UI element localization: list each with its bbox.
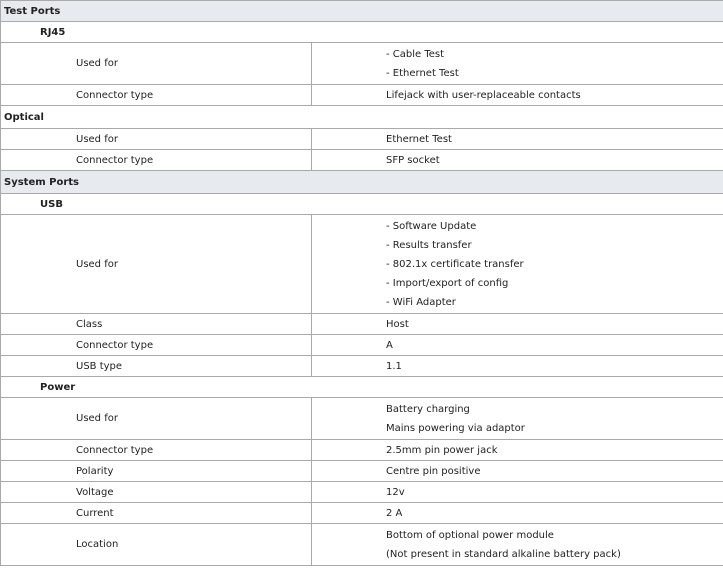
table-row — [1, 524, 723, 566]
section-system-ports — [1, 171, 723, 194]
row-value — [312, 524, 723, 566]
section-test-ports — [1, 1, 723, 22]
list-item: - Results transfer — [386, 239, 472, 251]
row-label: Used for — [1, 43, 312, 85]
row-value — [312, 398, 723, 440]
row-label: USB type — [1, 356, 312, 377]
row-label: Current — [1, 503, 312, 524]
list-item: (Not present in standard alkaline battery pack) — [386, 548, 621, 560]
list-item: Mains powering via adaptor — [386, 422, 525, 434]
list-item: - Ethernet Test — [386, 67, 459, 79]
list-item: - Import/export of config — [386, 277, 509, 289]
subsection-title: Power — [1, 377, 723, 398]
table-row — [1, 461, 723, 482]
subsection-title: RJ45 — [1, 22, 723, 43]
row-value: SFP socket — [312, 150, 723, 171]
row-label: Used for — [1, 398, 312, 440]
list-item: Bottom of optional power module — [386, 529, 554, 541]
row-value: 2 A — [312, 503, 723, 524]
table-row — [1, 314, 723, 335]
subsection-title: USB — [1, 194, 723, 215]
row-value: 2.5mm pin power jack — [312, 440, 723, 461]
row-value — [312, 43, 723, 85]
row-label: Connector type — [1, 85, 312, 106]
table-row — [1, 356, 723, 377]
section-optical — [1, 106, 723, 129]
row-label: Voltage — [1, 482, 312, 503]
row-value: 12v — [312, 482, 723, 503]
row-label: Connector type — [1, 150, 312, 171]
row-label: Connector type — [1, 440, 312, 461]
row-value — [312, 215, 723, 314]
list-item: - 802.1x certificate transfer — [386, 258, 524, 270]
section-title: Optical — [1, 106, 723, 129]
table-row — [1, 215, 723, 314]
table-row — [1, 85, 723, 106]
list-item: - Cable Test — [386, 48, 445, 60]
table-row — [1, 43, 723, 85]
row-label: Connector type — [1, 335, 312, 356]
subsection-usb — [1, 194, 723, 215]
row-label: Class — [1, 314, 312, 335]
row-value: Ethernet Test — [312, 129, 723, 150]
list-item: - Software Update — [386, 220, 477, 232]
row-value: Lifejack with user-replaceable contacts — [312, 85, 723, 106]
section-title: Test Ports — [1, 1, 723, 22]
section-title: System Ports — [1, 171, 723, 194]
list-item: Battery charging — [386, 403, 470, 415]
list-item: - WiFi Adapter — [386, 296, 456, 308]
table-row — [1, 503, 723, 524]
subsection-power — [1, 377, 723, 398]
table-row — [1, 482, 723, 503]
table-row — [1, 150, 723, 171]
row-value: Host — [312, 314, 723, 335]
row-value: Centre pin positive — [312, 461, 723, 482]
table-row — [1, 335, 723, 356]
row-value: 1.1 — [312, 356, 723, 377]
table-row — [1, 398, 723, 440]
row-label: Polarity — [1, 461, 312, 482]
row-label: Location — [1, 524, 312, 566]
row-value: A — [312, 335, 723, 356]
subsection-rj45 — [1, 22, 723, 43]
table-row — [1, 129, 723, 150]
row-label: Used for — [1, 215, 312, 314]
table-row — [1, 440, 723, 461]
row-label: Used for — [1, 129, 312, 150]
